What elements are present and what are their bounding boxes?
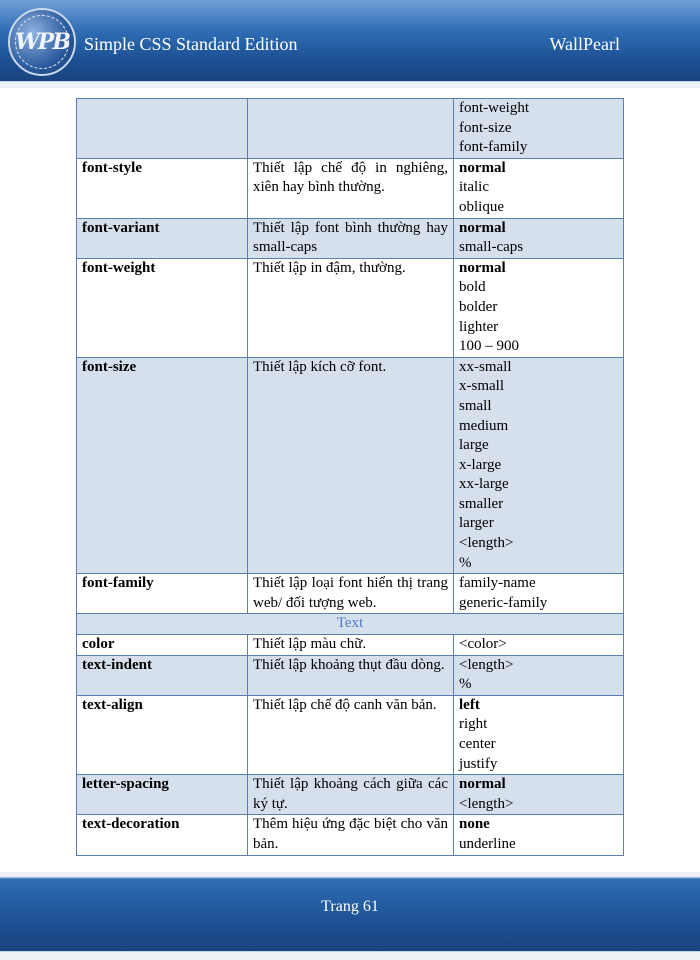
value-item: normal [459, 776, 506, 793]
table-row [77, 218, 624, 258]
value-item: underline [459, 835, 516, 852]
value-item: bold [459, 279, 486, 296]
value-item: xx-large [459, 476, 509, 493]
property-cell: color [77, 635, 248, 656]
value-item: italic [459, 179, 489, 196]
value-item: center [459, 736, 496, 752]
description-cell: Thêm hiệu ứng đặc biệt cho văn bản. [248, 815, 454, 855]
values-cell [454, 258, 624, 357]
value-item: generic-family [459, 594, 548, 611]
property-cell: font-style [77, 158, 248, 218]
brand-name: WallPearl [549, 34, 620, 54]
property-cell: font-weight [77, 258, 248, 357]
value-item: normal [459, 159, 506, 176]
value-item: <length> [459, 535, 514, 552]
description-cell: Thiết lập kích cỡ font. [248, 357, 454, 574]
value-item: small-caps [459, 239, 524, 256]
property-cell [77, 99, 248, 159]
table-row [77, 655, 624, 695]
page-header [0, 0, 700, 88]
values-cell [454, 218, 624, 258]
css-properties-table [76, 98, 624, 856]
table-row [77, 574, 624, 614]
property-cell: letter-spacing [77, 775, 248, 815]
values-cell [454, 655, 624, 695]
values-cell [454, 99, 624, 159]
value-item: right [459, 716, 488, 733]
value-item: xx-small [459, 358, 512, 375]
values-cell [454, 775, 624, 815]
value-item: <length> [459, 656, 514, 673]
values-cell [454, 635, 624, 656]
document-title: Simple CSS Standard Edition [84, 34, 298, 54]
description-cell: Thiết lập loại font hiển thị trang web/ đối tượng web. [248, 574, 454, 614]
property-cell: font-size [77, 357, 248, 574]
description-cell: Thiết lập màu chữ. [248, 635, 454, 656]
value-item: medium [459, 417, 509, 434]
value-item: large [459, 437, 489, 454]
values-cell [454, 158, 624, 218]
page-content [76, 98, 624, 856]
value-item: none [459, 816, 490, 833]
logo-monogram: WPB [15, 29, 69, 55]
table-row [77, 695, 624, 774]
description-cell [248, 99, 454, 159]
value-item: font-family [459, 139, 528, 156]
description-cell: Thiết lập chế độ in nghiêng, xiên hay bình thường. [248, 158, 454, 218]
value-item: normal [459, 219, 506, 236]
table-row [77, 357, 624, 574]
value-item: family-name [459, 575, 536, 592]
page-number: Trang 61 [321, 898, 379, 915]
value-item: bolder [459, 298, 498, 315]
values-cell [454, 574, 624, 614]
section-row [77, 614, 624, 635]
table-row [77, 775, 624, 815]
table-row [77, 815, 624, 855]
value-item: font-size [459, 119, 512, 136]
property-cell: text-align [77, 695, 248, 774]
section-heading: Text [77, 614, 624, 635]
description-cell: Thiết lập in đậm, thường. [248, 258, 454, 357]
wallpearl-logo-icon [8, 8, 76, 76]
description-cell: Thiết lập font bình thường hay small-caps [248, 218, 454, 258]
value-item: small [459, 397, 492, 414]
table-row [77, 99, 624, 159]
value-item: oblique [459, 198, 504, 215]
property-cell: font-variant [77, 218, 248, 258]
value-item: % [459, 676, 472, 693]
property-cell: text-decoration [77, 815, 248, 855]
value-item: x-small [459, 378, 504, 395]
description-cell: Thiết lập khoảng thụt đầu dòng. [248, 655, 454, 695]
value-item: justify [459, 755, 498, 772]
value-item: x-large [459, 456, 502, 473]
property-cell: font-family [77, 574, 248, 614]
value-item: lighter [459, 318, 499, 335]
value-item: % [459, 554, 472, 571]
values-cell [454, 695, 624, 774]
value-item: left [459, 696, 480, 713]
values-cell [454, 815, 624, 855]
description-cell: Thiết lập khoảng cách giữa các ký tự. [248, 775, 454, 815]
value-item: <color> [459, 636, 507, 653]
description-cell: Thiết lập chế độ canh văn bản. [248, 695, 454, 774]
page-footer [0, 872, 700, 960]
value-item: larger [459, 515, 494, 532]
table-row [77, 258, 624, 357]
values-cell [454, 357, 624, 574]
value-item: <length> [459, 795, 514, 812]
table-row [77, 158, 624, 218]
value-item: smaller [459, 495, 504, 512]
table-row [77, 635, 624, 656]
value-item: 100 – 900 [459, 338, 519, 355]
value-item: normal [459, 259, 506, 276]
property-cell: text-indent [77, 655, 248, 695]
value-item: font-weight [459, 100, 529, 116]
